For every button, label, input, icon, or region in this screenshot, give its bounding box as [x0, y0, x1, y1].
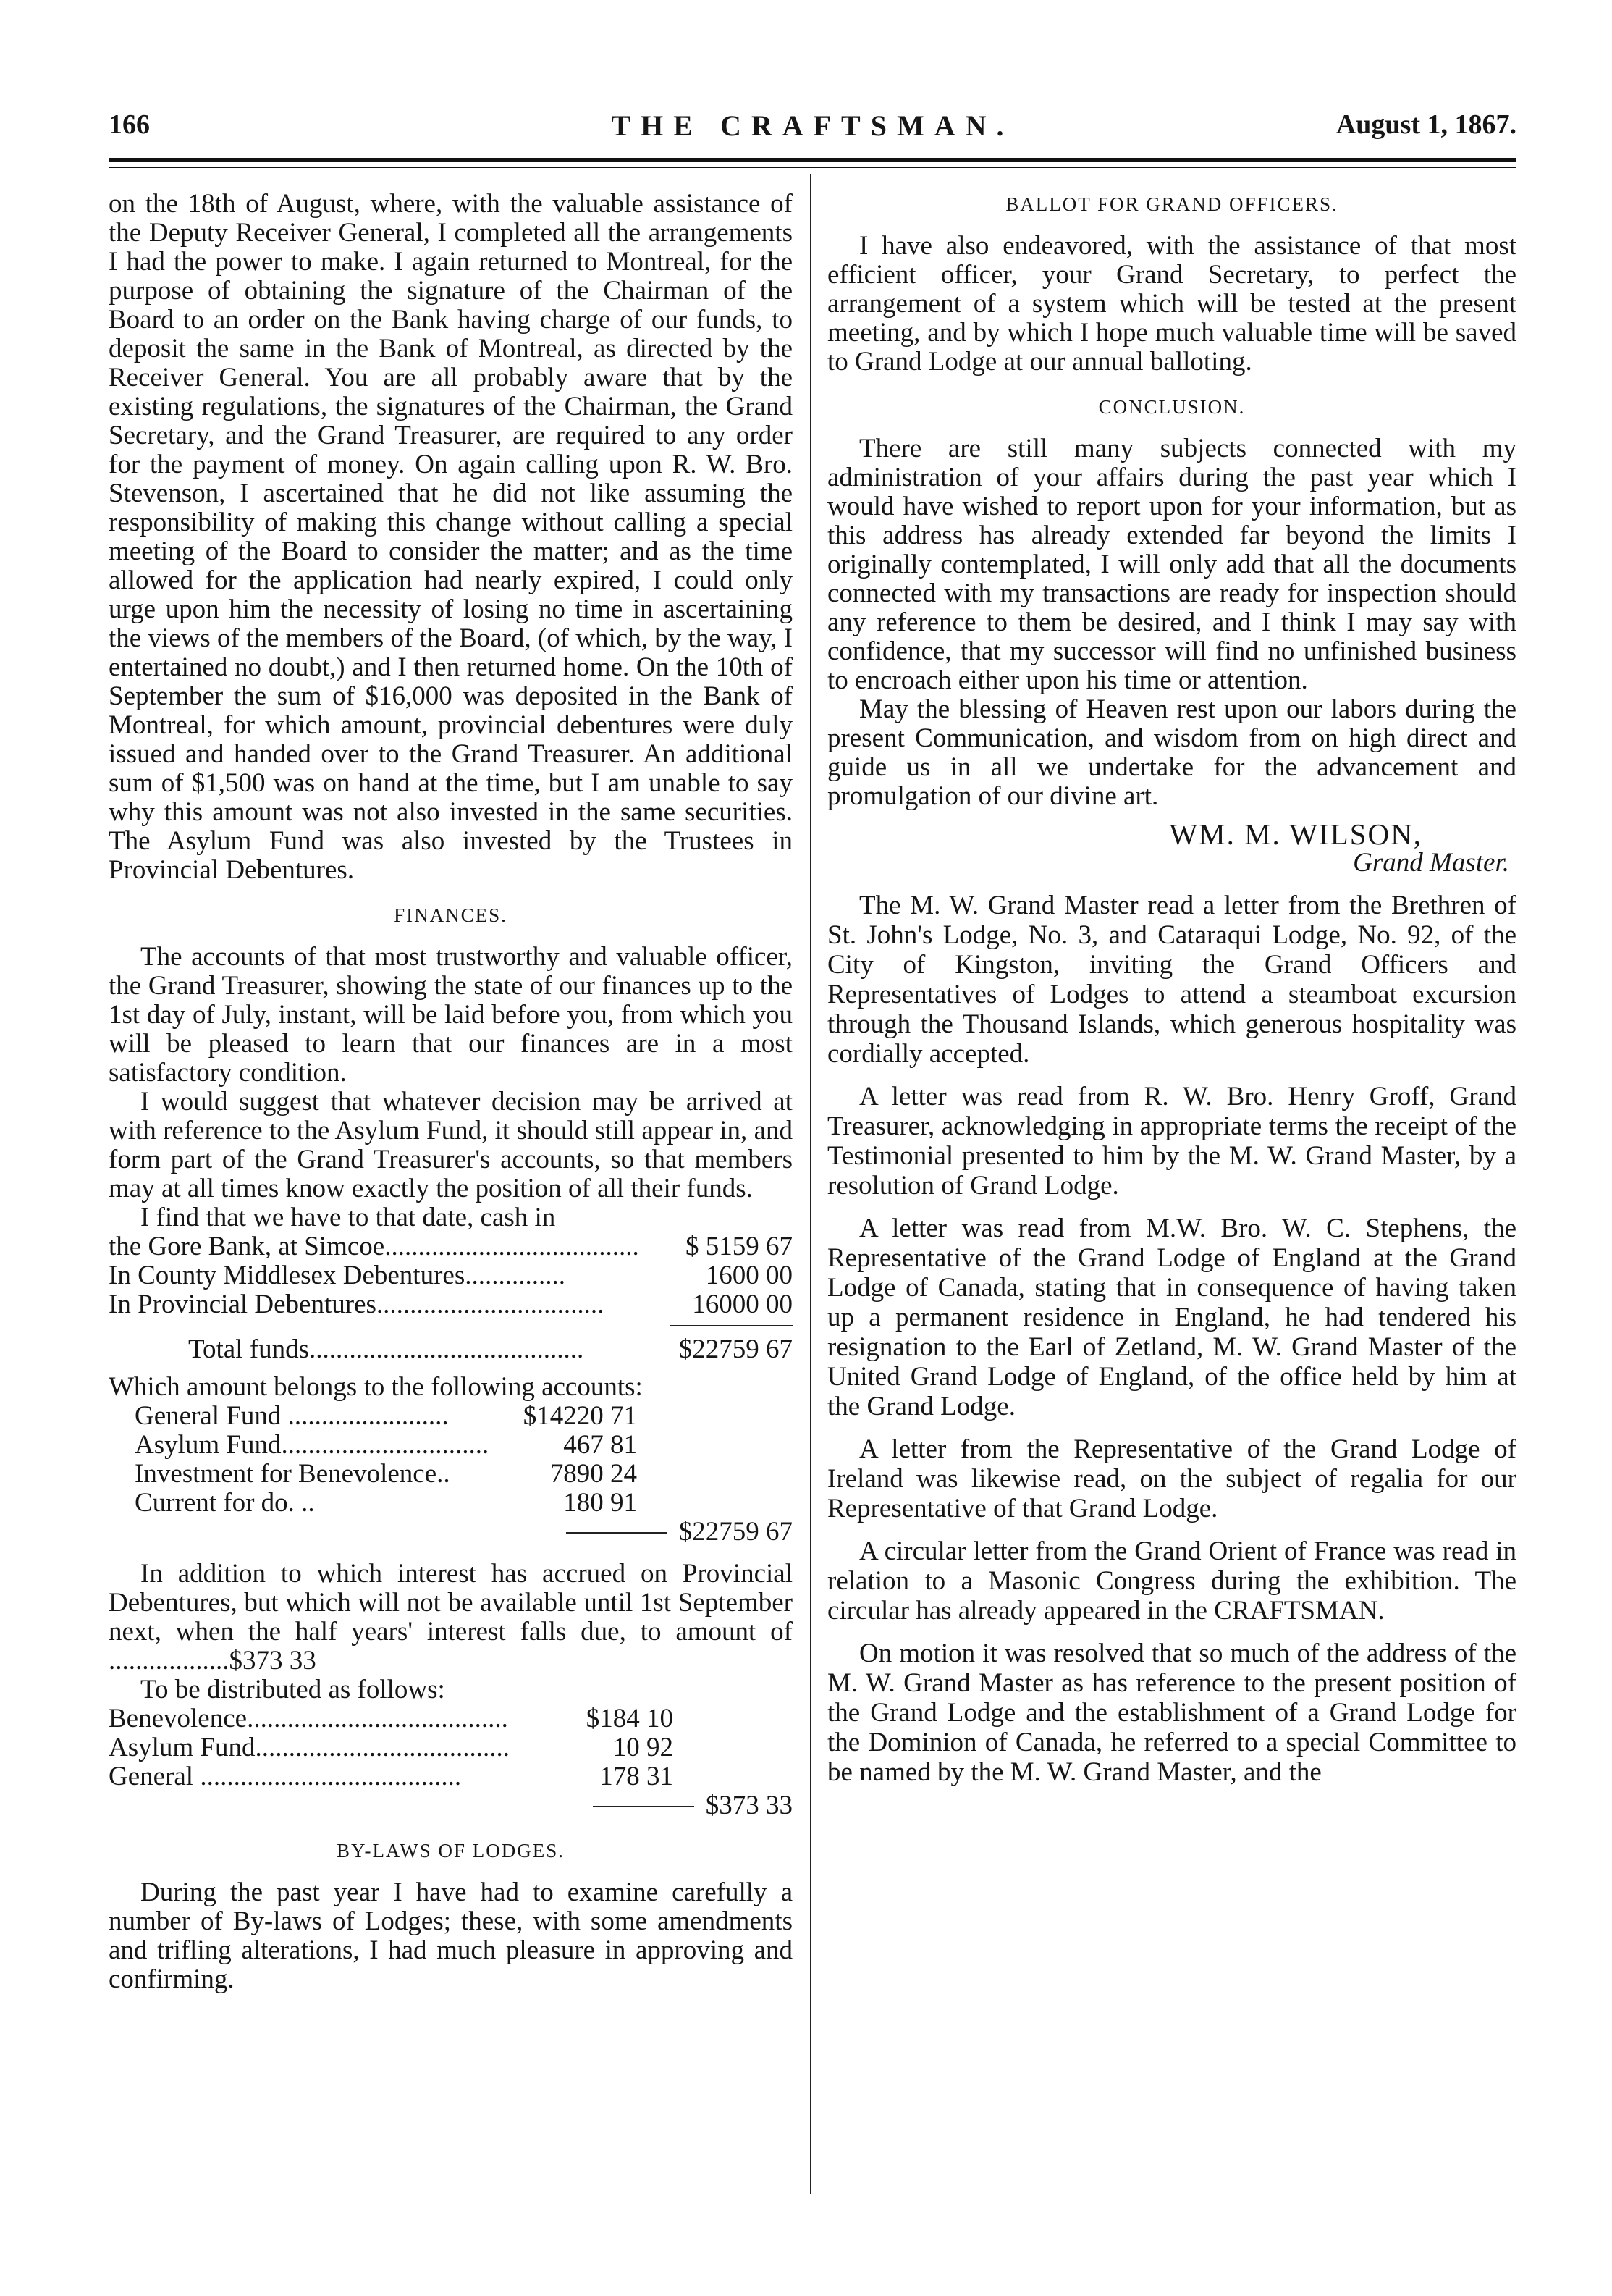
- paragraph: The accounts of that most trustworthy and valuable officer, the Grand Treasurer, showing the state of our finances up to the 1st day of July, instant, will be laid before you, from which you will be pleased to learn that our finances are in a most satisfactory condition.: [109, 942, 793, 1088]
- header-rule-thin: [109, 167, 1516, 168]
- ledger-amount: $ 5159 67: [685, 1232, 793, 1261]
- ledger-row: [109, 1489, 637, 1518]
- paragraph: I have also endeavored, with the assistance of that most efficient officer, your Grand Secretary, to perfect the arrangement of a system which will be tested at the present meeting, and by which I hope much valuable time will be saved to Grand Lodge at our annual balloting.: [827, 231, 1516, 377]
- ledger-label: General Fund ........................: [135, 1402, 449, 1431]
- spacer: [827, 1626, 1516, 1639]
- ledger-label: Current for do. ..: [135, 1489, 315, 1518]
- ledger-row: [109, 1762, 673, 1791]
- ledger-amount: 467 81: [563, 1430, 637, 1460]
- paragraph: I find that we have to that date, cash in: [140, 1203, 556, 1232]
- ledger-row: [109, 1460, 637, 1489]
- ledger-row: [109, 1290, 793, 1319]
- paragraph: On motion it was resolved that so much of the address of the M. W. Grand Master as has reference to the present position of the Grand Lodge and the establishment of a Grand Lodge for the Dominion of Canada, he referred to a special Committee to be named by the M. W. Grand Master, and the: [827, 1639, 1516, 1787]
- paragraph: on the 18th of August, where, with the valuable assistance of the Deputy Receiver General, I completed all the arrangements I had the power to make. I again returned to Montreal, for the purpose of obtaining the signature of the Chairman of the Board to an order on the Bank having charge of our funds, to deposit the same in the Bank of Montreal, as directed by the Receiver General. You are all probably aware that by the existing regulations, the signatures of the Chairman, the Grand Secretary, and the Grand Treasurer, are required to any order for the payment of money. On again calling upon R. W. Bro. Stevenson, I ascertained that he did not like assuming the responsibility of making this change without calling a special meeting of the Board to consider the matter; and as the time allowed for the application had nearly expired, I could only urge upon him the necessity of losing no time in ascertaining the views of the members of the Board, (of which, by the way, I entertained no doubt,) and I then returned home. On the 10th of September the sum of $16,000 was deposited in the Bank of Montreal, for which amount, provincial debentures were duly issued and handed over to the Grand Treasurer. An additional sum of $1,500 was on hand at the time, but I am unable to say why this amount was not also invested in the same securities. The Asylum Fund was also invested by the Trustees in Provincial Debentures.: [109, 189, 793, 885]
- paragraph: A circular letter from the Grand Orient of France was read in relation to a Masonic Congress during the exhibition. The circular has already appeared in the CRAFTSMAN.: [827, 1536, 1516, 1626]
- column-divider: [810, 174, 811, 2194]
- paragraph: There are still many subjects connected with my administration of your affairs during the past year which I would have wished to report upon for your information, but as this address has already extended far beyond the limits I originally contemplated, I will only add that all the documents connected with my transactions are ready for inspection should any reference to them be desired, and I think I may say with confidence, that my successor will find no unfinished business to encroach either upon his time or attention.: [827, 434, 1516, 695]
- spacer: [827, 1523, 1516, 1536]
- ledger-label: In Provincial Debentures..................................: [109, 1290, 604, 1319]
- ledger-label: Asylum Fund......................................: [109, 1733, 510, 1762]
- ledger-amount: 10 92: [612, 1733, 673, 1762]
- paragraph: To be distributed as follows:: [140, 1675, 445, 1704]
- ledger-label: General .......................................: [109, 1762, 462, 1791]
- distribution-total-row: [109, 1791, 793, 1820]
- sum-rule: [593, 1806, 694, 1820]
- paragraph: Which amount belongs to the following accounts:: [109, 1372, 643, 1402]
- ledger-amount: 1600 00: [705, 1261, 793, 1290]
- ledger-row: [109, 1431, 637, 1460]
- ledger-amount: 7890 24: [549, 1459, 637, 1489]
- paragraph: A letter from the Representative of the Grand Lodge of Ireland was likewise read, on the subject of regalia for our Representative of that Grand Lodge.: [827, 1434, 1516, 1523]
- right-column: [827, 190, 1516, 1787]
- ledger-amount: $14220 71: [523, 1401, 637, 1431]
- ledger-amount: 180 91: [563, 1488, 637, 1518]
- distribution-ledger: [109, 1704, 673, 1791]
- ledger-row: [109, 1733, 673, 1762]
- page-header: [109, 109, 1516, 152]
- ledger-label: Benevolence.......................................: [109, 1704, 508, 1733]
- paragraph: During the past year I have had to examine carefully a number of By-laws of Lodges; these, with some amendments and trifling alterations, I had much pleasure in approving and confirming.: [109, 1877, 793, 1994]
- spacer: [827, 1069, 1516, 1082]
- paragraph: The M. W. Grand Master read a letter from the Brethren of St. John's Lodge, No. 3, and Cataraqui Lodge, No. 92, of the City of Kingston, inviting the Grand Officers and Representatives of Lodges to attend a steamboat excursion through the Thousand Islands, which generous hospitality was cordially accepted.: [827, 891, 1516, 1069]
- ledger-row: [109, 1704, 673, 1733]
- section-heading-bylaws: BY-LAWS OF LODGES.: [336, 1840, 565, 1862]
- total-funds-amount: $22759 67: [678, 1334, 793, 1364]
- accounts-total: $22759 67: [678, 1517, 793, 1547]
- ledger-amount: 16000 00: [692, 1290, 793, 1319]
- page-number: 166: [109, 109, 150, 140]
- accounts-total-row: [109, 1518, 793, 1547]
- ledger-row: [109, 1232, 793, 1261]
- spacer: [827, 1421, 1516, 1434]
- left-column: [109, 190, 793, 1994]
- sum-rule: [566, 1532, 667, 1547]
- ledger-row: [109, 1402, 637, 1431]
- total-funds-row: [109, 1335, 793, 1364]
- accounts-ledger: [109, 1402, 637, 1518]
- paragraph: A letter was read from M.W. Bro. W. C. Stephens, the Representative of the Grand Lodge of England at the Grand Lodge of Canada, stating that in consequence of having taken up a permanent residence in England, he had tendered his resignation to the Earl of Zetland, M. W. Grand Master of the United Grand Lodge of England, of the office held by him at the Grand Lodge.: [827, 1214, 1516, 1421]
- section-heading-conclusion: CONCLUSION.: [1098, 396, 1246, 418]
- total-funds-label: Total funds.........................................: [188, 1335, 584, 1364]
- spacer: [109, 1547, 793, 1560]
- sum-rule: [670, 1325, 793, 1326]
- paragraph: In addition to which interest has accrued on Provincial Debentures, but which will not be available until 1st September next, when the half years' interest falls due, to amount of ..................$373 33: [109, 1559, 793, 1675]
- publication-title: THE CRAFTSMAN.: [611, 109, 1014, 142]
- distribution-total: $373 33: [705, 1791, 793, 1820]
- signature-name: WM. M. WILSON,: [1169, 817, 1422, 851]
- spacer: [827, 1200, 1516, 1214]
- cash-ledger: [109, 1232, 793, 1319]
- signature-role: Grand Master.: [1353, 848, 1509, 878]
- issue-date: August 1, 1867.: [1335, 109, 1516, 140]
- paragraph: I would suggest that whatever decision may be arrived at with reference to the Asylum Fund, it should still appear in, and form part of the Grand Treasurer's accounts, so that members may at all times know exactly the position of all their funds.: [109, 1087, 793, 1203]
- ledger-label: the Gore Bank, at Simcoe......................................: [109, 1232, 639, 1261]
- ledger-label: Asylum Fund...............................: [135, 1431, 489, 1460]
- ledger-row: [109, 1261, 793, 1290]
- spacer: [827, 878, 1516, 891]
- paragraph: May the blessing of Heaven rest upon our labors during the present Communication, and wisdom from on high direct and guide us in all we undertake for the advancement and promulgation of our divine art.: [827, 694, 1516, 811]
- paragraph: A letter was read from R. W. Bro. Henry Groff, Grand Treasurer, acknowledging in appropriate terms the receipt of the Testimonial presented to him by the M. W. Grand Master, by a resolution of Grand Lodge.: [827, 1082, 1516, 1200]
- ledger-label: In County Middlesex Debentures...............: [109, 1261, 565, 1290]
- ledger-label: Investment for Benevolence..: [135, 1460, 450, 1489]
- section-heading-ballot: BALLOT FOR GRAND OFFICERS.: [1005, 193, 1338, 215]
- ledger-amount: $184 10: [586, 1704, 673, 1733]
- section-heading-finances: FINANCES.: [394, 904, 507, 926]
- header-rule-thick: [109, 158, 1516, 162]
- ledger-amount: 178 31: [599, 1762, 673, 1791]
